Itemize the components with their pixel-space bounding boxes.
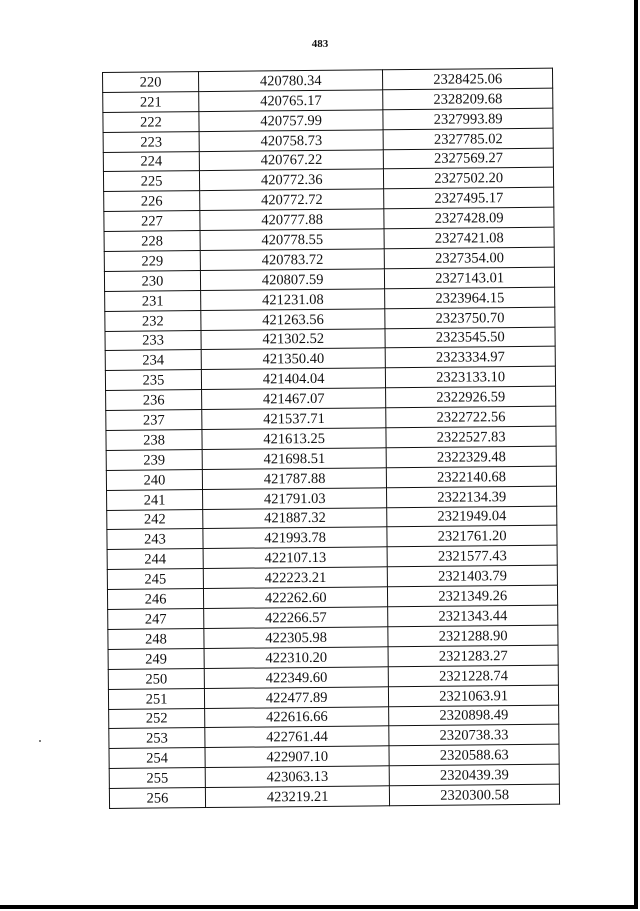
y-coordinate-cell: 2327428.09 <box>384 207 554 229</box>
y-coordinate-cell: 2321577.43 <box>387 546 557 568</box>
y-coordinate-cell: 2327785.02 <box>383 128 553 150</box>
y-coordinate-cell: 2323750.70 <box>385 307 555 329</box>
point-id-cell: 245 <box>107 569 203 590</box>
point-id-cell: 227 <box>104 211 200 232</box>
point-id-cell: 247 <box>108 609 204 630</box>
point-id-cell: 244 <box>107 549 203 570</box>
page-number: 483 <box>311 38 329 50</box>
point-id-cell: 252 <box>109 708 205 729</box>
y-coordinate-cell: 2321949.04 <box>387 506 557 528</box>
point-id-cell: 238 <box>106 430 202 451</box>
x-coordinate-cell: 420783.72 <box>200 249 385 271</box>
y-coordinate-cell: 2323334.97 <box>386 347 556 369</box>
point-id-cell: 237 <box>106 410 202 431</box>
x-coordinate-cell: 421231.08 <box>201 289 386 311</box>
point-id-cell: 236 <box>106 390 202 411</box>
x-coordinate-cell: 421537.71 <box>202 408 387 430</box>
point-id-cell: 230 <box>104 270 200 291</box>
y-coordinate-cell: 2321288.90 <box>388 625 558 647</box>
x-coordinate-cell: 422262.60 <box>203 587 388 609</box>
y-coordinate-cell: 2328425.06 <box>383 68 553 90</box>
x-coordinate-cell: 421787.88 <box>202 468 387 490</box>
x-coordinate-cell: 422761.44 <box>205 726 390 748</box>
x-coordinate-cell: 421887.32 <box>203 507 388 529</box>
x-coordinate-cell: 420767.22 <box>199 149 384 171</box>
x-coordinate-cell: 422266.57 <box>204 607 389 629</box>
point-id-cell: 251 <box>108 688 204 709</box>
x-coordinate-cell: 420772.36 <box>199 169 384 191</box>
y-coordinate-cell: 2321228.74 <box>389 665 559 687</box>
x-coordinate-cell: 421791.03 <box>203 487 388 509</box>
x-coordinate-cell: 422907.10 <box>205 746 390 768</box>
y-coordinate-cell: 2321063.91 <box>389 685 559 707</box>
x-coordinate-cell: 420765.17 <box>199 90 384 112</box>
y-coordinate-cell: 2321343.44 <box>388 605 558 627</box>
point-id-cell: 241 <box>107 489 203 510</box>
x-coordinate-cell: 422349.60 <box>204 666 389 688</box>
point-id-cell: 226 <box>104 191 200 212</box>
x-coordinate-cell: 423219.21 <box>205 786 390 808</box>
y-coordinate-cell: 2321761.20 <box>387 526 557 548</box>
coordinate-table-body <box>103 68 560 808</box>
x-coordinate-cell: 420757.99 <box>199 110 384 132</box>
point-id-cell: 232 <box>105 310 201 331</box>
y-coordinate-cell: 2322926.59 <box>386 386 556 408</box>
y-coordinate-cell: 2321349.26 <box>388 585 558 607</box>
y-coordinate-cell: 2321283.27 <box>388 645 558 667</box>
x-coordinate-cell: 421993.78 <box>203 527 388 549</box>
y-coordinate-cell: 2322329.48 <box>386 446 556 468</box>
x-coordinate-cell: 421404.04 <box>201 368 386 390</box>
y-coordinate-cell: 2327421.08 <box>384 227 554 249</box>
x-coordinate-cell: 422107.13 <box>203 547 388 569</box>
y-coordinate-cell: 2323964.15 <box>385 287 555 309</box>
point-id-cell: 234 <box>105 350 201 371</box>
x-coordinate-cell: 422477.89 <box>204 686 389 708</box>
x-coordinate-cell: 423063.13 <box>205 766 390 788</box>
y-coordinate-cell: 2327569.27 <box>384 148 554 170</box>
table-row <box>109 784 559 808</box>
y-coordinate-cell: 2327495.17 <box>384 188 554 210</box>
point-id-cell: 255 <box>109 768 205 789</box>
point-id-cell: 233 <box>105 330 201 351</box>
y-coordinate-cell: 2320439.39 <box>390 764 560 786</box>
point-id-cell: 248 <box>108 628 204 649</box>
x-coordinate-cell: 421302.52 <box>201 328 386 350</box>
x-coordinate-cell: 421350.40 <box>201 348 386 370</box>
point-id-cell: 240 <box>106 469 202 490</box>
point-id-cell: 256 <box>109 788 205 809</box>
point-id-cell: 228 <box>104 231 200 252</box>
point-id-cell: 223 <box>103 131 199 152</box>
x-coordinate-cell: 421263.56 <box>201 308 386 330</box>
x-coordinate-cell: 422223.21 <box>203 567 388 589</box>
x-coordinate-cell: 420807.59 <box>200 269 385 291</box>
point-id-cell: 254 <box>109 748 205 769</box>
point-id-cell: 242 <box>107 509 203 530</box>
y-coordinate-cell: 2323133.10 <box>386 367 556 389</box>
x-coordinate-cell: 420758.73 <box>199 129 384 151</box>
y-coordinate-cell: 2322722.56 <box>386 406 556 428</box>
y-coordinate-cell: 2327993.89 <box>383 108 553 130</box>
y-coordinate-cell: 2328209.68 <box>383 88 553 110</box>
x-coordinate-cell: 422310.20 <box>204 647 389 669</box>
x-coordinate-cell: 420778.55 <box>200 229 385 251</box>
x-coordinate-cell: 420780.34 <box>199 70 384 92</box>
x-coordinate-cell: 422616.66 <box>205 706 390 728</box>
point-id-cell: 239 <box>106 449 202 470</box>
y-coordinate-cell: 2323545.50 <box>385 327 555 349</box>
y-coordinate-cell: 2320738.33 <box>389 725 559 747</box>
point-id-cell: 235 <box>105 370 201 391</box>
x-coordinate-cell: 420772.72 <box>200 189 385 211</box>
x-coordinate-cell: 421698.51 <box>202 448 387 470</box>
y-coordinate-cell: 2327502.20 <box>384 168 554 190</box>
point-id-cell: 249 <box>108 648 204 669</box>
point-id-cell: 253 <box>109 728 205 749</box>
y-coordinate-cell: 2322134.39 <box>387 486 557 508</box>
scan-speck <box>39 740 41 742</box>
point-id-cell: 250 <box>108 668 204 689</box>
y-coordinate-cell: 2322527.83 <box>386 426 556 448</box>
y-coordinate-cell: 2321403.79 <box>388 565 558 587</box>
point-id-cell: 246 <box>107 589 203 610</box>
y-coordinate-cell: 2320588.63 <box>389 744 559 766</box>
point-id-cell: 220 <box>103 72 199 93</box>
point-id-cell: 224 <box>103 151 199 172</box>
x-coordinate-cell: 422305.98 <box>204 627 389 649</box>
point-id-cell: 243 <box>107 529 203 550</box>
coordinate-table <box>102 68 560 809</box>
y-coordinate-cell: 2327354.00 <box>385 247 555 269</box>
y-coordinate-cell: 2327143.01 <box>385 267 555 289</box>
x-coordinate-cell: 420777.88 <box>200 209 385 231</box>
point-id-cell: 229 <box>104 251 200 272</box>
point-id-cell: 222 <box>103 111 199 132</box>
y-coordinate-cell: 2320898.49 <box>389 705 559 727</box>
x-coordinate-cell: 421467.07 <box>202 388 387 410</box>
point-id-cell: 231 <box>105 290 201 311</box>
point-id-cell: 221 <box>103 91 199 112</box>
y-coordinate-cell: 2320300.58 <box>390 784 560 806</box>
x-coordinate-cell: 421613.25 <box>202 428 387 450</box>
point-id-cell: 225 <box>103 171 199 192</box>
y-coordinate-cell: 2322140.68 <box>387 466 557 488</box>
